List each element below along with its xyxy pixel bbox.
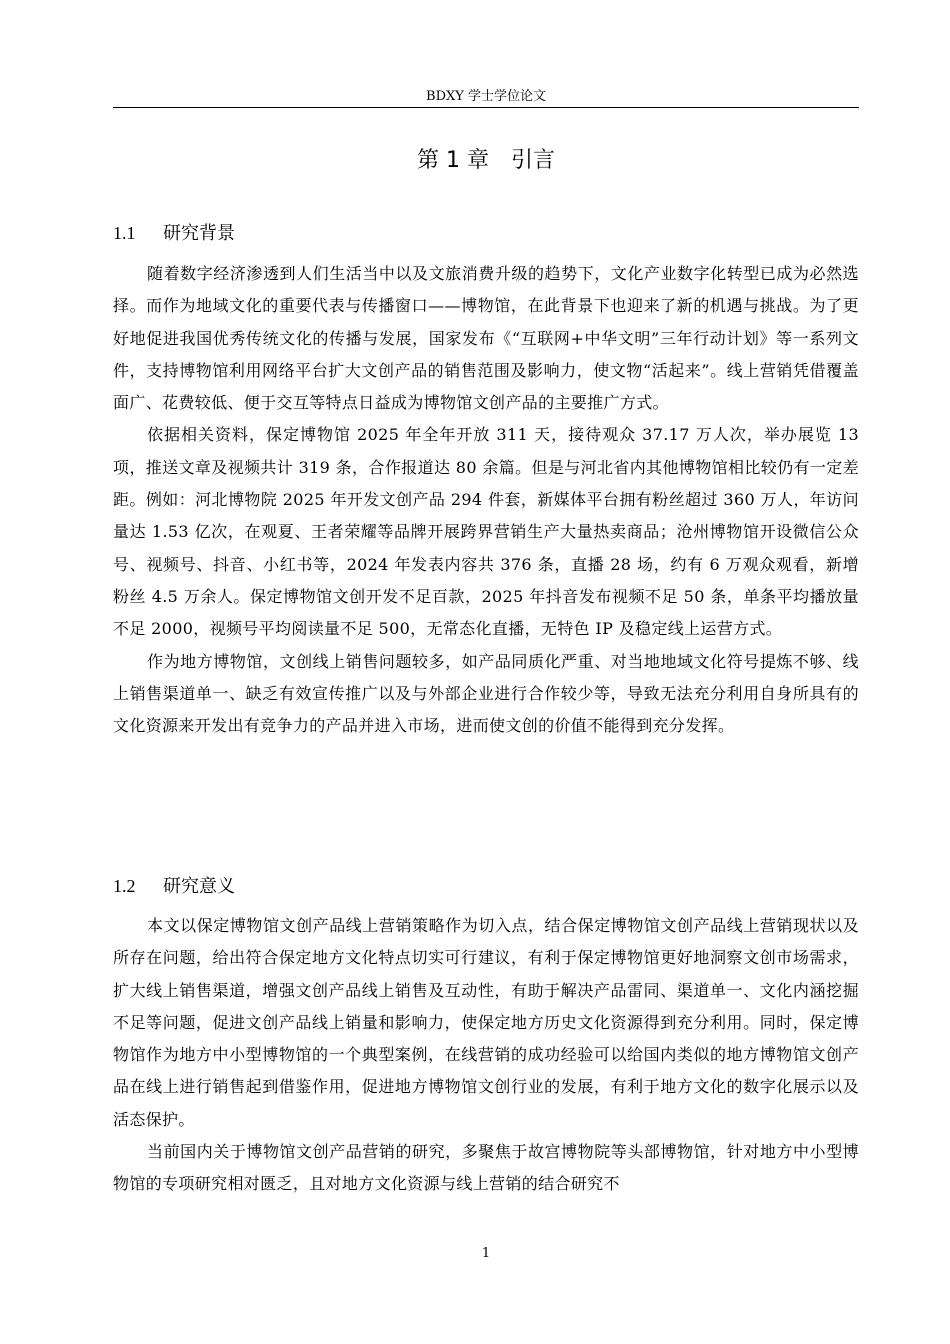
section-title: 研究意义: [163, 876, 235, 897]
section-number: 1.2: [113, 876, 136, 896]
section-body-1-2: [113, 910, 859, 1201]
paragraph: 作为地方博物馆，文创线上销售问题较多，如产品同质化严重、对当地地域文化符号提炼不够、线上销售渠道单一、缺乏有效宣传推广以及与外部企业进行合作较少等，导致无法充分利用自身所具有的文化资源来开发出有竞争力的产品并进入市场，进而使文创的价值不能得到充分发挥。: [113, 651, 859, 736]
section-body-1-1: [113, 258, 859, 742]
chapter-name: 引言: [510, 148, 555, 173]
header-rule: [113, 107, 859, 108]
section-title: 研究背景: [163, 223, 235, 244]
section-heading-1-1: [113, 220, 859, 247]
paragraph: 本文以保定博物馆文创产品线上营销策略作为切入点，结合保定博物馆文创产品线上营销现状以及所存在问题，给出符合保定地方文化特点切实可行建议，有利于保定博物馆更好地洞察文创市场需求，扩大线上销售渠道，增强文创产品线上销售及互动性，有助于解决产品雷同、渠道单一、文化内涵挖掘不足等问题，促进文创产品线上销量和影响力，使保定地方历史文化资源得到充分利用。同时，保定博物馆作为地方中小型博物馆的一个典型案例，在线营销的成功经验可以给国内类似的地方博物馆文创产品在线上进行销售起到借鉴作用，促进地方博物馆文创行业的发展，有利于地方文化的数字化展示以及活态保护。: [113, 916, 859, 1129]
page-number: 1: [481, 1246, 491, 1261]
section-heading-1-2: [113, 873, 859, 900]
paragraph: 当前国内关于博物馆文创产品营销的研究，多聚焦于故宫博物院等头部博物馆，针对地方中小型博物馆的专项研究相对匮乏，且对地方文化资源与线上营销的结合研究不: [113, 1142, 859, 1194]
running-header: BDXY 学士学位论文: [426, 89, 546, 104]
section-number: 1.1: [113, 223, 136, 243]
chapter-title: [113, 145, 859, 177]
paragraph: 随着数字经济渗透到人们生活当中以及文旅消费升级的趋势下，文化产业数字化转型已成为必然选择。而作为地域文化的重要代表与传播窗口——博物馆，在此背景下也迎来了新的机遇与挑战。为了更好地促进我国优秀传统文化的传播与发展，国家发布《“互联网+中华文明”三年行动计划》等一系列文件，支持博物馆利用网络平台扩大文创产品的销售范围及影响力，使文物“活起来”。线上营销凭借覆盖面广、花费较低、便于交互等特点日益成为博物馆文创产品的主要推广方式。: [113, 264, 859, 413]
chapter-number: 第 1 章: [417, 148, 489, 173]
paragraph: 依据相关资料，保定博物馆 2025 年全年开放 311 天，接待观众 37.17 万人次，举办展览 13 项，推送文章及视频共计 319 条，合作报道达 80 余篇。但是与河北省内其他博物馆相比较仍有一定差距。例如：河北博物院 2025 年开发文创产品 294 件套，新媒体平台拥有粉丝超过 360 万人，年访问量达 1.53 亿次，在观夏、王者荣耀等品牌开展跨界营销生产大量热卖商品；沧州博物馆开设微信公众号、视频号、抖音、小红书等，2024 年发表内容共 376 条，直播 28 场，约有 6 万观众观看，新增粉丝 4.5 万余人。保定博物馆文创开发不足百款，2025 年抖音发布视频不足 50 条，单条平均播放量不足 2000，视频号平均阅读量不足 500，无常态化直播，无特色 IP 及稳定线上运营方式。: [113, 425, 859, 639]
